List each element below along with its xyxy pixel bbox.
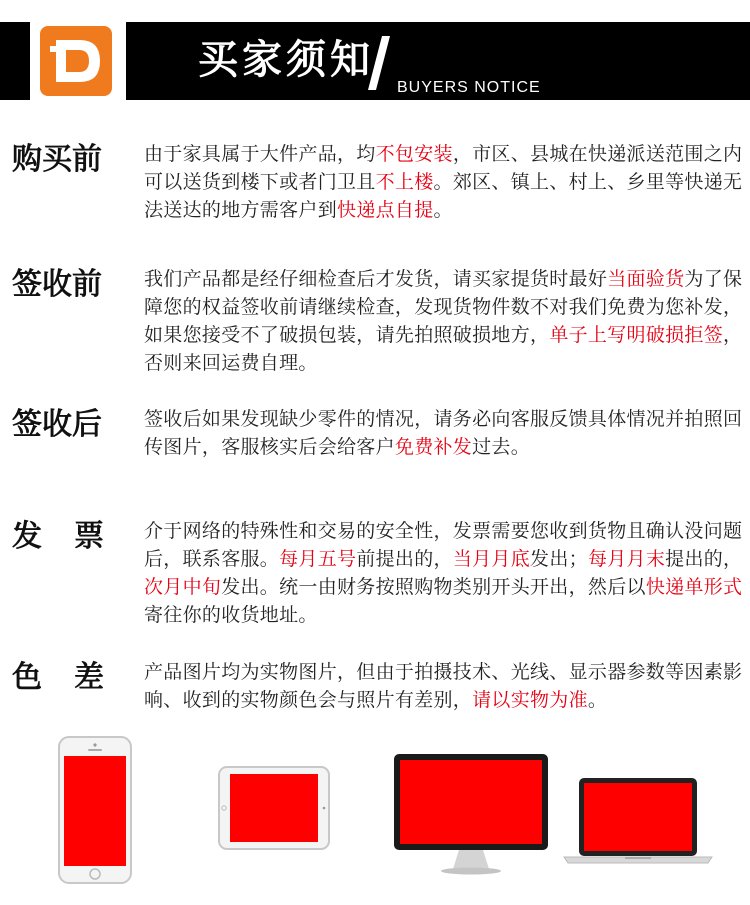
highlight-text: 次月中旬	[144, 576, 222, 598]
header-banner	[0, 22, 750, 100]
highlight-text: 当面验货	[607, 268, 685, 290]
body-text: 寄往你的收货地址。	[144, 604, 318, 626]
body-text: 发出。统一由财务按照购物类别开头开出，然后以	[221, 576, 646, 598]
brand-logo-icon	[40, 26, 112, 96]
section-text	[144, 405, 744, 461]
body-text: 。郊区、镇上、村上、乡里等快递无法送达的地方需客户到	[144, 171, 743, 221]
body-text: 产品图片均为实物图片，但由于拍摄技术、光线、显示器参数等因素影响、收到的实物颜色会与照片有差别，	[144, 661, 743, 711]
highlight-text: 不包安装	[375, 143, 453, 165]
section-text	[144, 517, 744, 629]
body-text: ，市区、县城在快递派送范围之内可以送货到楼下或者门卫且	[144, 143, 743, 193]
highlight-text: 单子上写明破损拒签	[549, 324, 724, 346]
body-text: 为了保障您的权益签收前请继续检查，发现货物件数不对我们免费为您补发，如果您接受不了破损包装，请先拍照破损地方，	[144, 268, 743, 346]
highlight-text: 请以实物为准	[472, 689, 588, 711]
section-label: 购买前	[12, 142, 102, 177]
section-label	[12, 658, 104, 698]
body-text: 介于网络的特殊性和交易的安全性，发票需要您收到货物且确认没问题后，联系客服。	[144, 520, 743, 570]
body-text: 发出；	[530, 548, 588, 570]
section-label-char: 色	[12, 660, 42, 695]
section-label-char: 票	[74, 519, 104, 554]
slash-divider-icon	[368, 36, 390, 90]
laptop-icon	[563, 777, 713, 865]
body-text: 。	[587, 689, 608, 711]
section-text	[144, 140, 744, 224]
highlight-text: 每月五号	[279, 548, 357, 570]
highlight-text: 每月月末	[587, 548, 666, 570]
highlight-text: 不上楼	[375, 171, 434, 193]
header-left-bar	[0, 22, 30, 100]
section-label: 签收后	[12, 407, 102, 442]
smartphone-icon	[58, 736, 132, 884]
body-text: 过去。	[472, 436, 531, 458]
highlight-text: 当月月底	[452, 548, 531, 570]
section-label: 签收前	[12, 267, 102, 302]
body-text: 由于家具属于大件产品，均	[144, 143, 376, 165]
body-text: 。	[433, 199, 453, 221]
highlight-text: 免费补发	[394, 436, 473, 458]
tablet-icon	[218, 766, 330, 850]
header-title: 买家须知	[198, 36, 374, 83]
highlight-text: 快递单形式	[645, 576, 743, 598]
section-text	[144, 265, 744, 377]
section-label	[12, 517, 104, 557]
desktop-monitor-icon	[393, 753, 549, 875]
body-text: 前提出的，	[356, 548, 453, 570]
body-text: 签收后如果发现缺少零件的情况，请务必向客服反馈具体情况并拍照回传图片，客服核实后会给客户	[144, 408, 743, 458]
body-text: 我们产品都是经仔细检查后才发货，请买家提货时最好	[144, 268, 608, 290]
section-label-char: 差	[74, 660, 104, 695]
body-text: 提出的，	[665, 548, 743, 570]
section-label-char: 发	[12, 519, 42, 554]
highlight-text: 快递点自提	[337, 199, 434, 221]
body-text: ，否则来回运费自理。	[144, 324, 743, 374]
header-subtitle: BUYERS NOTICE	[397, 79, 541, 96]
section-text	[144, 658, 744, 714]
